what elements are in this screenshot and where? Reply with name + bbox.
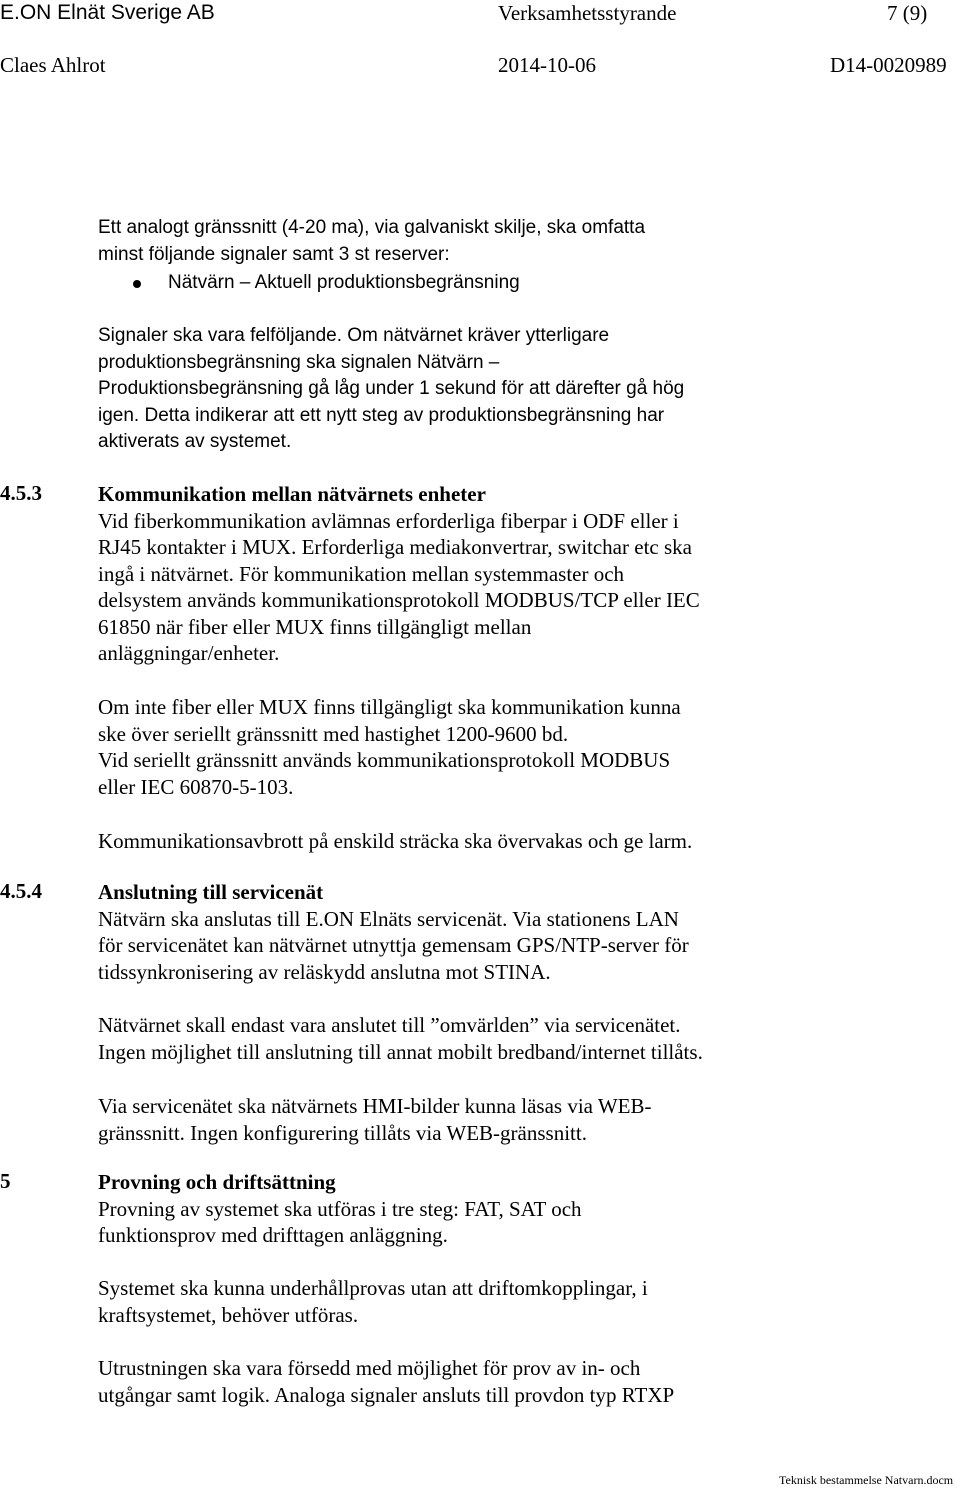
signal-line: aktiverats av systemet.: [98, 431, 292, 452]
header-department: Verksamhetsstyrande: [498, 1, 677, 25]
body-line: Nätvärn ska anslutas till E.ON Elnäts servicenät. Via stationens LAN: [98, 906, 679, 931]
section-heading: Kommunikation mellan nätvärnets enheter: [98, 482, 486, 506]
section-number: 5: [0, 1169, 11, 1193]
section-454-para3: [98, 1093, 858, 1146]
body-line: Vid seriellt gränssnitt används kommunikationsprotokoll MODBUS: [98, 748, 671, 772]
section-heading: Anslutning till servicenät: [98, 880, 324, 904]
intro-line: Ett analogt gränssnitt (4-20 ma), via galvaniskt skilje, ska omfatta: [98, 217, 646, 238]
section-5-para3: [98, 1355, 858, 1408]
body-line: funktionsprov med drifttagen anläggning.: [98, 1223, 448, 1247]
body-line: ingå i nätvärnet. För kommunikation mellan systemmaster och: [98, 561, 625, 586]
header-page-number: 7 (9): [887, 1, 928, 25]
body-line: anläggningar/enheter.: [98, 641, 280, 665]
signal-line: Produktionsbegränsning gå låg under 1 sekund för att därefter gå hög: [98, 378, 685, 399]
body-line: kraftsystemet, behöver utföras.: [98, 1302, 359, 1327]
section-453-para3: [98, 828, 858, 855]
header-company: E.ON Elnät Sverige AB: [0, 1, 215, 24]
body-line: Vid fiberkommunikation avlämnas erforderliga fiberpar i ODF eller i: [98, 508, 679, 533]
header-doc-id: D14-0020989: [830, 53, 947, 77]
section-453: [98, 481, 858, 667]
body-line: Via servicenätet ska nätvärnets HMI-bilder kunna läsas via WEB-: [98, 1094, 652, 1118]
signal-paragraph: [98, 323, 858, 456]
signal-line: produktionsbegränsning ska signalen Nätvärn –: [98, 351, 500, 373]
section-453-para2: [98, 694, 858, 800]
header-date: 2014-10-06: [498, 53, 596, 77]
body-line: tidssynkronisering av reläskydd anslutna mot STINA.: [98, 959, 551, 984]
body-line: för servicenätet kan nätvärnet utnyttja gemensam GPS/NTP-server för: [98, 933, 689, 957]
signal-line: igen. Detta indikerar att ett nytt steg av produktionsbegränsning har: [98, 404, 665, 426]
section-5: [98, 1169, 858, 1249]
section-454: [98, 879, 858, 985]
body-line: utgångar samt logik. Analoga signaler ansluts till provdon typ RTXP: [98, 1382, 675, 1407]
body-line: Nätvärnet skall endast vara anslutet till ”omvärlden” via servicenätet.: [98, 1013, 681, 1037]
header-author: Claes Ahlrot: [0, 53, 106, 77]
body-line: Ingen möjlighet till anslutning till annat mobilt bredband/internet tillåts.: [98, 1039, 703, 1064]
body-line: gränssnitt. Ingen konfigurering tillåts via WEB-gränssnitt.: [98, 1120, 587, 1145]
section-5-para2: [98, 1275, 858, 1328]
body-line: Om inte fiber eller MUX finns tillgängligt ska kommunikation kunna: [98, 695, 681, 719]
body-line: Kommunikationsavbrott på enskild sträcka ska övervakas och ge larm.: [98, 829, 693, 853]
body-line: 61850 när fiber eller MUX finns tillgängligt mellan: [98, 614, 532, 639]
body-line: RJ45 kontakter i MUX. Erforderliga mediakonvertrar, switchar etc ska: [98, 535, 692, 559]
body-line: eller IEC 60870-5-103.: [98, 774, 294, 799]
footer-filename: Teknisk bestammelse Natvarn.docm: [779, 1473, 954, 1487]
body-line: Systemet ska kunna underhållprovas utan att driftomkopplingar, i: [98, 1276, 648, 1300]
body-line: Utrustningen ska vara försedd med möjlighet för prov av in- och: [98, 1356, 641, 1380]
bullet-item: Nätvärn – Aktuell produktionsbegränsning: [168, 272, 520, 293]
section-heading: Provning och driftsättning: [98, 1170, 336, 1194]
body-line: ske över seriellt gränssnitt med hastighet 1200-9600 bd.: [98, 721, 569, 746]
section-454-para2: [98, 1012, 858, 1065]
body-line: Provning av systemet ska utföras i tre steg: FAT, SAT och: [98, 1196, 582, 1221]
section-number: 4.5.4: [0, 879, 42, 903]
bullet-dot-icon: [133, 280, 141, 288]
intro-paragraph: [98, 215, 858, 268]
intro-line: minst följande signaler samt 3 st reserver:: [98, 243, 450, 265]
body-line: delsystem används kommunikationsprotokoll MODBUS/TCP eller IEC: [98, 588, 700, 612]
signal-line: Signaler ska vara felföljande. Om nätvärnet kräver ytterligare: [98, 325, 610, 346]
section-number: 4.5.3: [0, 481, 42, 505]
